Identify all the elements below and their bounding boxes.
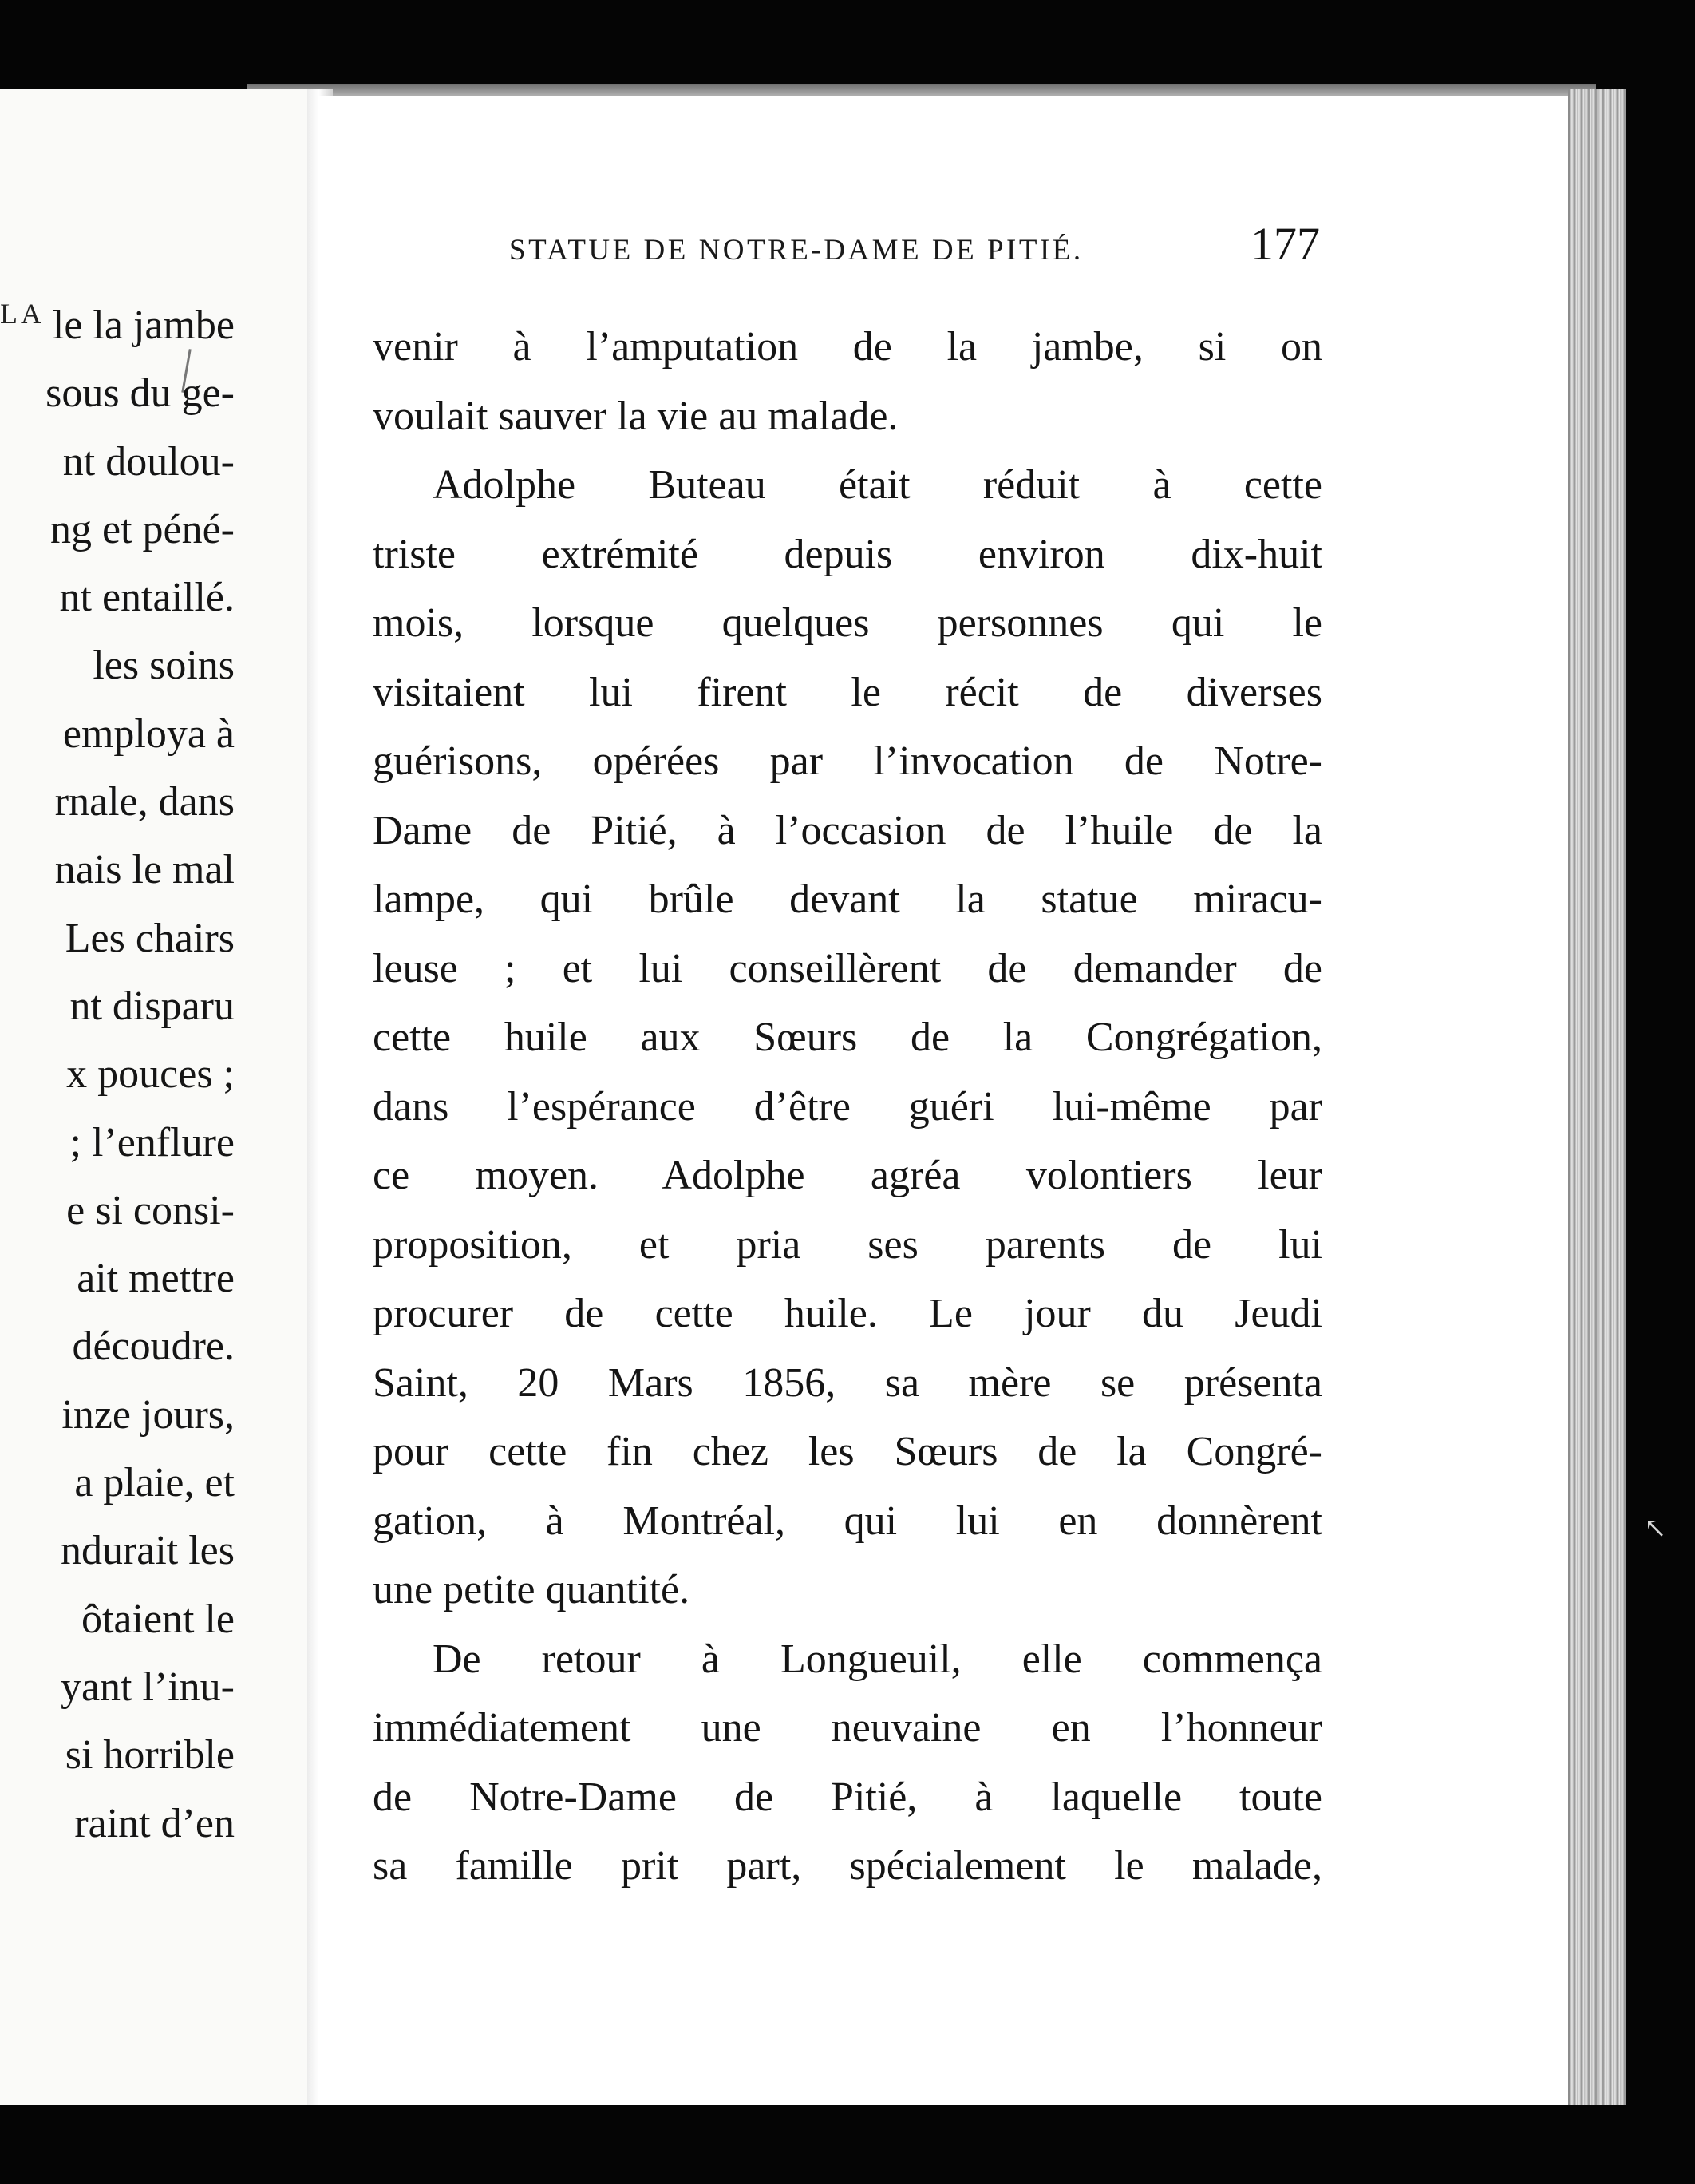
text-line: venir à l’amputation de la jambe, si on bbox=[373, 324, 1322, 370]
text-line: procurer de cette huile. Le jour du Jeudi bbox=[373, 1291, 1322, 1336]
paragraph-adolphe-buteau bbox=[373, 451, 1322, 1625]
page-edge-stack bbox=[1568, 89, 1626, 2105]
text-line: voulait sauver la vie au malade. bbox=[373, 393, 899, 439]
paragraph-longueuil bbox=[373, 1625, 1322, 1901]
left-text-line: raint d’en bbox=[74, 1800, 235, 1846]
left-text-line: nais le mal bbox=[54, 847, 235, 893]
left-text-line: nt entaillé. bbox=[59, 575, 235, 621]
left-text-line: ait mettre bbox=[77, 1256, 235, 1302]
left-text-line: les soins bbox=[93, 643, 235, 689]
text-line: gation, à Montréal, qui lui en donnèrent bbox=[373, 1498, 1322, 1544]
left-text-line: e si consi- bbox=[66, 1187, 235, 1233]
left-text-line: sous du ge- bbox=[45, 370, 235, 417]
left-text-line: nt doulou- bbox=[62, 438, 235, 485]
text-line: guérisons, opérées par l’invocation de Notre- bbox=[373, 738, 1322, 784]
text-line: lampe, qui brûle devant la statue miracu- bbox=[373, 876, 1322, 922]
left-text-line: x pouces ; bbox=[66, 1051, 235, 1098]
text-line: pour cette fin chez les Sœurs de la Congré- bbox=[373, 1429, 1322, 1474]
text-line: dans l’espérance d’être guéri lui-même par bbox=[373, 1083, 1322, 1130]
left-text-line: ôtaient le bbox=[81, 1596, 235, 1642]
text-line: cette huile aux Sœurs de la Congrégation, bbox=[373, 1015, 1322, 1060]
scan-arrow-mark: ↖ bbox=[1644, 1514, 1667, 1544]
text-line: une petite quantité. bbox=[373, 1567, 690, 1612]
left-page-text bbox=[0, 291, 243, 1858]
left-running-head-fragment: LA bbox=[0, 298, 45, 330]
left-text-line: ndurait les bbox=[60, 1528, 235, 1574]
text-line: ce moyen. Adolphe agréa volontiers leur bbox=[373, 1153, 1322, 1198]
text-line: Adolphe Buteau était réduit à cette bbox=[433, 462, 1322, 508]
right-page-body bbox=[373, 313, 1322, 1901]
left-text-line: ; l’enflure bbox=[69, 1119, 235, 1165]
left-text-line: le la jambe bbox=[52, 303, 235, 348]
text-line: triste extrémité depuis environ dix-huit bbox=[373, 531, 1322, 577]
left-text-line: yant l’inu- bbox=[60, 1664, 235, 1710]
page-number: 177 bbox=[1251, 218, 1320, 270]
text-line: de Notre-Dame de Pitié, à laquelle toute bbox=[373, 1774, 1322, 1820]
left-text-line: découdre. bbox=[72, 1323, 235, 1370]
running-head: STATUE DE NOTRE-DAME DE PITIÉ. bbox=[509, 234, 1084, 267]
left-text-line: nt disparu bbox=[69, 983, 235, 1029]
text-line: immédiatement une neuvaine en l’honneur bbox=[373, 1705, 1322, 1751]
text-line: proposition, et pria ses parents de lui bbox=[373, 1221, 1322, 1268]
text-line: sa famille prit part, spécialement le malade, bbox=[373, 1843, 1322, 1889]
left-text-line: rnale, dans bbox=[54, 779, 235, 825]
left-text-line: si horrible bbox=[65, 1732, 235, 1778]
text-line: visitaient lui firent le récit de diverses bbox=[373, 669, 1322, 715]
text-line: mois, lorsque quelques personnes qui le bbox=[373, 600, 1322, 646]
text-line: Dame de Pitié, à l’occasion de l’huile de la bbox=[373, 807, 1322, 853]
left-text-line: ng et péné- bbox=[49, 506, 235, 552]
left-text-line: Les chairs bbox=[65, 915, 235, 961]
left-text-line: employa à bbox=[62, 710, 235, 757]
left-text-line: inze jours, bbox=[61, 1391, 235, 1438]
text-line: De retour à Longueuil, elle commença bbox=[433, 1636, 1322, 1682]
text-line: Saint, 20 Mars 1856, sa mère se présenta bbox=[373, 1359, 1322, 1406]
paragraph-continuation bbox=[373, 313, 1322, 451]
text-line: leuse ; et lui conseillèrent de demander de bbox=[373, 945, 1322, 991]
left-text-line: a plaie, et bbox=[74, 1460, 235, 1506]
